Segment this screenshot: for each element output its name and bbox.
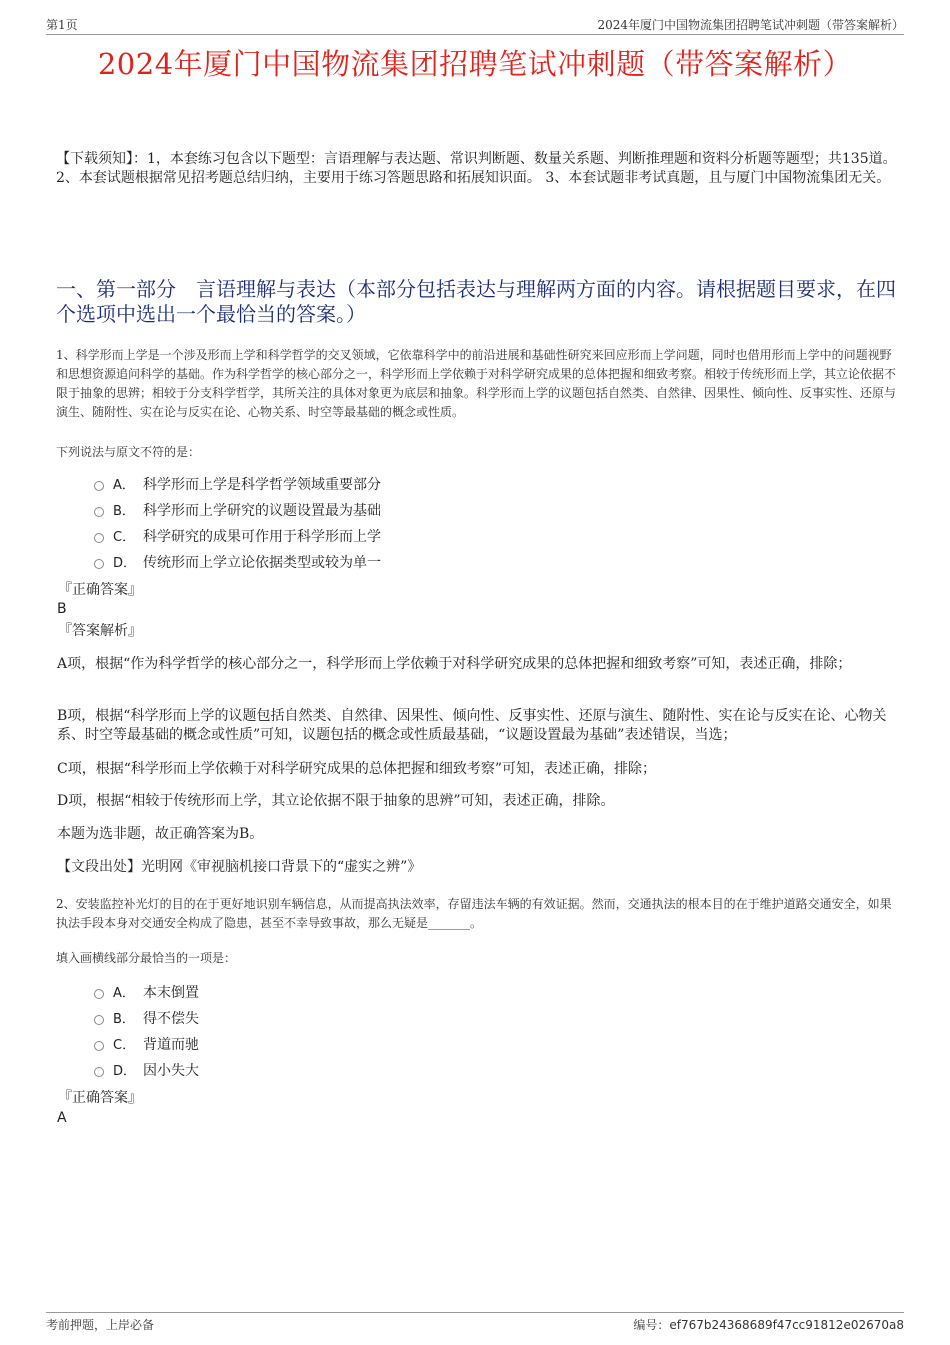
q2-passage: 2、安装监控补光灯的目的在于更好地识别车辆信息，从而提高执法效率，存留违法车辆的有效证据。然而，交通执法的根本目的在于维护道路交通安全，如果执法手段本身对交通安全构成了隐患，甚至不幸导致事故，那么无疑是_______。 xyxy=(56,897,892,930)
option-text: 科学研究的成果可作用于科学形而上学 xyxy=(143,529,381,545)
q1-option-a[interactable]: A． 科学形而上学是科学哲学领域重要部分 xyxy=(94,474,381,500)
q2-option-b[interactable]: B． 得不偿失 xyxy=(94,1008,199,1034)
page-header xyxy=(46,14,904,35)
q2-option-c[interactable]: C． 背道而驰 xyxy=(94,1034,199,1060)
radio-icon[interactable] xyxy=(94,989,104,999)
q2-options xyxy=(94,982,199,1086)
q1-option-d[interactable]: D． 传统形而上学立论依据类型或较为单一 xyxy=(94,552,381,578)
q1-analysis-d: D项，根据“相较于传统形而上学，其立论依据不限于抽象的思辨”可知，表述正确，排除。 xyxy=(57,793,615,809)
footer-code-label: 编号： xyxy=(633,1318,670,1332)
q2-option-d[interactable]: D． 因小失大 xyxy=(94,1060,199,1086)
section-heading: 一、第一部分 言语理解与表达（本部分包括表达与理解两方面的内容。请根据题目要求，在四个选项中选出一个最恰当的答案。） xyxy=(56,277,896,326)
page-number: 第1页 xyxy=(46,18,78,32)
q2-answer-label: 『正确答案』 xyxy=(58,1090,142,1106)
option-text: 本末倒置 xyxy=(143,985,199,1001)
q2-option-a[interactable]: A． 本末倒置 xyxy=(94,982,199,1008)
radio-icon[interactable] xyxy=(94,1067,104,1077)
option-text: 因小失大 xyxy=(143,1063,199,1079)
q1-option-b[interactable]: B． 科学形而上学研究的议题设置最为基础 xyxy=(94,500,381,526)
option-text: 科学形而上学是科学哲学领域重要部分 xyxy=(143,477,381,493)
q1-answer: B xyxy=(57,601,67,617)
option-text: 科学形而上学研究的议题设置最为基础 xyxy=(143,503,381,519)
radio-icon[interactable] xyxy=(94,533,104,543)
q1-answer-label: 『正确答案』 xyxy=(58,582,142,598)
q2-question: 填入画横线部分最恰当的一项是： xyxy=(56,951,237,965)
download-notice: 【下载须知】：1，本套练习包含以下题型：言语理解与表达题、常识判断题、数量关系题、判断推理题和资料分析题等题型；共135道。 2、本套试题根据常见招考题总结归纳，主要用于练习答题思路和拓展知识面。 3、本套试题非考试真题，且与厦门中国物流集团无关。 xyxy=(56,151,897,186)
option-text: 背道而驰 xyxy=(143,1037,199,1053)
option-text: 传统形而上学立论依据类型或较为单一 xyxy=(143,555,381,571)
q2-answer: A xyxy=(57,1110,67,1126)
q1-option-c[interactable]: C． 科学研究的成果可作用于科学形而上学 xyxy=(94,526,381,552)
radio-icon[interactable] xyxy=(94,1015,104,1025)
q1-source: 【文段出处】光明网《审视脑机接口背景下的“虚实之辨”》 xyxy=(57,859,422,875)
radio-icon[interactable] xyxy=(94,507,104,517)
q1-question: 下列说法与原文不符的是： xyxy=(56,445,201,459)
option-text: 得不偿失 xyxy=(143,1011,199,1027)
q1-passage: 1、科学形而上学是一个涉及形而上学和科学哲学的交叉领域，它依靠科学中的前沿进展和基础性研究来回应形而上学问题，同时也借用形而上学中的问题视野和思想资源追问科学的基础。作为科学哲学的核心部分之一，科学形而上学依赖于对科学研究成果的总体把握和细致考察。相较于传统形而上学，其立论依据不限于抽象的思辨；相较于分支科学哲学，其所关注的具体对象更为底层和抽象。科学形而上学的议题包括自然类、自然律、因果性、倾向性、反事实性、还原与演生、随附性、实在论与反实在论、心物关系、时空等最基础的概念或性质。 xyxy=(56,348,897,419)
page-title: 2024年厦门中国物流集团招聘笔试冲刺题（带答案解析） xyxy=(97,47,853,81)
radio-icon[interactable] xyxy=(94,481,104,491)
q1-analysis-c: C项，根据“科学形而上学依赖于对科学研究成果的总体把握和细致考察”可知，表述正确，排除； xyxy=(57,761,657,777)
q1-conclusion: 本题为选非题，故正确答案为B。 xyxy=(57,826,264,842)
footer-code xyxy=(633,1316,904,1333)
footer-slogan: 考前押题，上岸必备 xyxy=(46,1318,155,1332)
header-doc-title: 2024年厦门中国物流集团招聘笔试冲刺题（带答案解析） xyxy=(597,18,904,32)
radio-icon[interactable] xyxy=(94,1041,104,1051)
q1-analysis-a: A项，根据“作为科学哲学的核心部分之一，科学形而上学依赖于对科学研究成果的总体把握和细致考察”可知，表述正确，排除； xyxy=(57,656,852,672)
radio-icon[interactable] xyxy=(94,559,104,569)
page-footer xyxy=(46,1312,904,1333)
q1-analysis-b: B项，根据“科学形而上学的议题包括自然类、自然律、因果性、倾向性、反事实性、还原与演生、随附性、实在论与反实在论、心物关系、时空等最基础的概念或性质”可知，议题包括的概念或性质最基础，“议题设置最为基础”表述错误，当选； xyxy=(57,708,887,743)
q1-options xyxy=(94,474,381,578)
q1-analysis-label: 『答案解析』 xyxy=(58,623,142,639)
footer-code-value: ef767b24368689f47cc91812e02670a8 xyxy=(669,1318,904,1332)
